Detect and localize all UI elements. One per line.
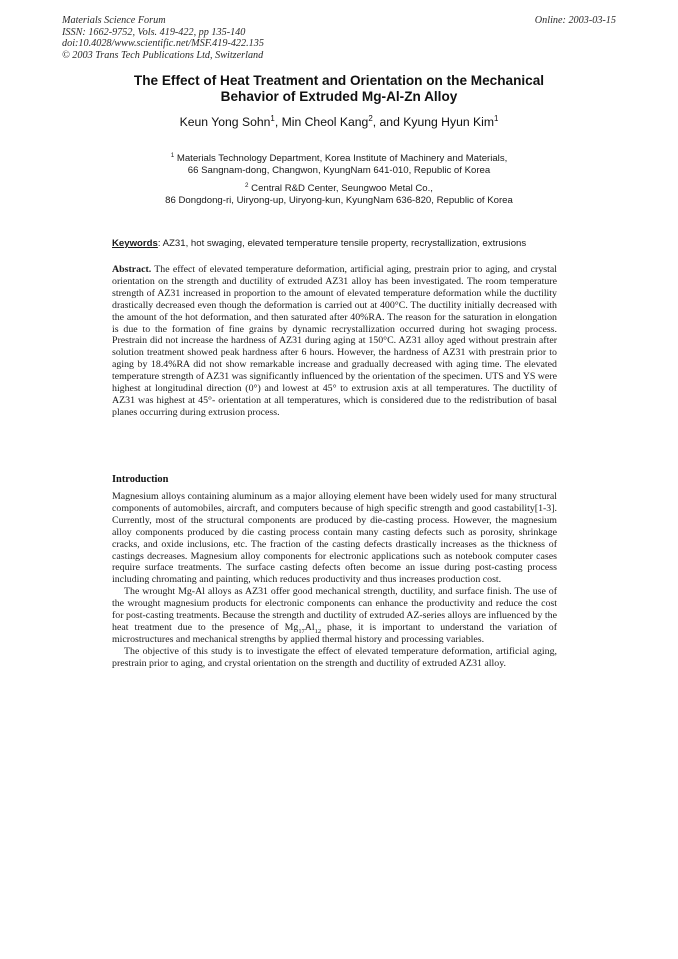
affiliation-1 xyxy=(90,153,588,178)
intro-p2-sub-2: 12 xyxy=(314,627,322,635)
introduction-body xyxy=(112,491,557,670)
author-2: , Min Cheol Kang xyxy=(274,115,369,129)
affiliation-2-line-2: 86 Dongdong-ri, Uiryong-up, Uiryong-kun, KyungNam 636-820, Republic of Korea xyxy=(165,195,513,207)
author-3: , and Kyung Hyun Kim xyxy=(372,115,494,129)
affiliation-2 xyxy=(90,183,588,208)
title-line-1: The Effect of Heat Treatment and Orientation on the Mechanical xyxy=(133,73,545,88)
affiliation-1-line-1: Materials Technology Department, Korea Institute of Machinery and Materials, xyxy=(176,153,508,164)
title-line-2: Behavior of Extruded Mg-Al-Zn Alloy xyxy=(220,89,458,104)
author-list xyxy=(90,115,588,129)
abstract-label: Abstract. xyxy=(112,264,152,275)
issn-line: ISSN: 1662-9752, Vols. 419-422, pp 135-140 xyxy=(62,26,246,38)
author-2-affil-mark: 2 xyxy=(368,113,373,123)
doi-link[interactable]: doi:10.4028/www.scientific.net/MSF.419-422.135 xyxy=(62,38,264,50)
author-1-affil-mark: 1 xyxy=(270,113,275,123)
affiliation-1-line-2: 66 Sangnam-dong, Changwon, KyungNam 641-010, Republic of Korea xyxy=(187,165,491,177)
paper-title xyxy=(90,73,588,105)
journal-name: Materials Science Forum xyxy=(62,15,166,26)
author-1: Keun Yong Sohn xyxy=(179,115,271,129)
affiliation-2-mark: 2 xyxy=(245,181,249,189)
abstract-block xyxy=(112,264,557,419)
abstract-text: The effect of elevated temperature deformation, artificial aging, prestrain prior to aging, and crystal orientation on the strength and ductility of extruded AZ31 alloy has been investigated. The room temperature strength of AZ31 increased in proportion to the amount of elevated temperature deformation while the ductility drastically decreased even though the deformation is carried out at 400°C. The ductility initially decreased with the amount of the hot deformation, and then saturated after 40%RA. The reason for the saturation in elongation is due to the formation of fine grains by dynamic recrystallization occurred during hot swaging process. Prestrain did not increase the hardness of AZ31 during aging at 150°C. AZ31 alloy aged without prestrain after solution treatment showed peak hardness after 6 hours. However, the hardness of AZ31 with prestrain prior to aging by 18.4%RA did not show remarkable increase and gradually decreased with aging time. The elevated temperature strength of AZ31 was significantly influenced by the orientation of the specimen. UTS and YS were highest at longitudinal direction (0°) and lowest at 45° to extrusion axis at all temperatures. The ductility of AZ31 was highest at 45°- orientation at all temperatures, which is considered due to the redistribution of basal planes occurring during extrusion process. xyxy=(112,264,557,418)
keywords-line xyxy=(112,238,562,249)
keywords-label: Keywords xyxy=(112,238,158,249)
keywords-text: : AZ31, hot swaging, elevated temperature tensile property, recrystallization, extrusions xyxy=(157,238,527,249)
author-3-affil-mark: 1 xyxy=(494,113,499,123)
intro-paragraph-2 xyxy=(112,586,557,646)
affiliation-1-mark: 1 xyxy=(170,151,175,159)
journal-header xyxy=(62,15,462,61)
intro-p2-text-c: phase, it is important to understand the variation of microstructures and mechanical strengths by applied thermal history and processing variables. xyxy=(112,621,557,645)
intro-p2-text-a: The wrought Mg-Al alloys as AZ31 offer good mechanical strength, ductility, and surface finish. The use of the wrought magnesium products for electronic components can enhance the productivity and reduce the cost for post-casting treatments. Because the strength and ductility of extruded AZ-series alloys are influenced by the heat treatment due to the presence of Mg xyxy=(112,586,557,633)
intro-p2-text-b: Al xyxy=(304,621,315,633)
intro-p2-sub-1: 17 xyxy=(298,627,305,635)
introduction-heading: Introduction xyxy=(112,474,169,485)
affiliation-2-line-1: Central R&D Center, Seungwoo Metal Co., xyxy=(251,183,433,194)
intro-paragraph-3: The objective of this study is to investigate the effect of elevated temperature deformation, artificial aging, prestrain prior to aging, and crystal orientation on the strength and ductility of extruded AZ31 alloy. xyxy=(112,645,557,669)
copyright-line: © 2003 Trans Tech Publications Ltd, Switzerland xyxy=(62,49,264,61)
online-date: Online: 2003-03-15 xyxy=(534,15,616,26)
intro-paragraph-1: Magnesium alloys containing aluminum as a major alloying element have been widely used for many structural components of automobiles, aircraft, and computers because of high specific strength and good castability[1-3]. Currently, most of the structural components are produced by die-casting process. However, the magnesium alloy components produced by die casting process contain many casting defects such as porosity, shrinkage cracks, and oxide inclusions, etc. The fraction of the casting defects drastically increases as the thickness of castings decreases. Magnesium alloy components for electronic applications such as notebook computer cases require surface treatments. The surface casting defects often become an issue during post-casting process including chromating and painting, which reduces productivity and thus increases production cost. xyxy=(112,491,557,586)
